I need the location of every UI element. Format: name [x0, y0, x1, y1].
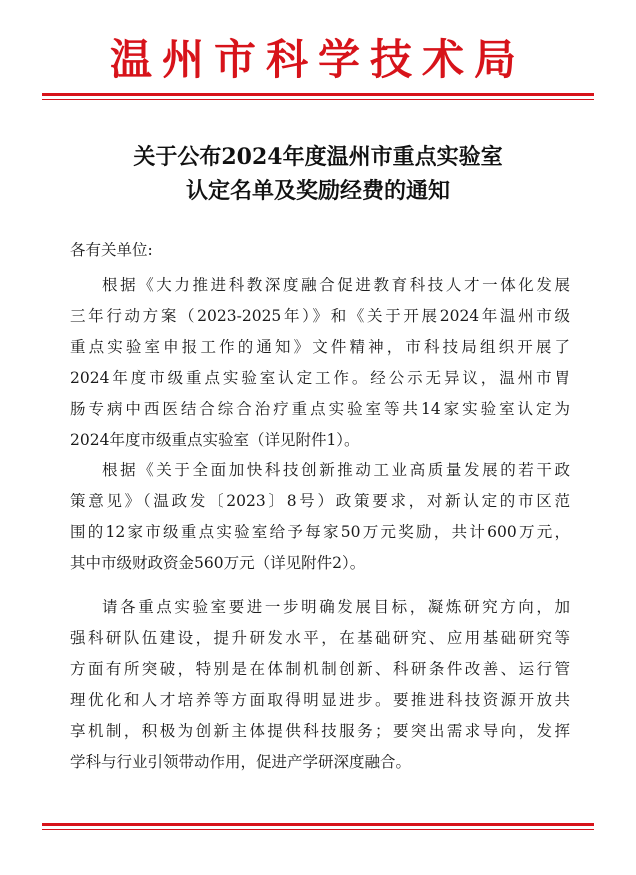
paragraph-line: 享机制，积极为创新主体提供科技服务；要突出需求导向，发挥 — [70, 722, 570, 740]
paragraph-line: 肠专病中西医结合综合治疗重点实验室等共14家实验室认定为 — [70, 400, 570, 418]
body-paragraph-2 — [70, 455, 570, 579]
salutation: 各有关单位: — [70, 241, 153, 259]
paragraph-line: 根据《大力推进科教深度融合促进教育科技人才一体化发展 — [102, 276, 570, 294]
document-title-line-2: 认定名单及奖励经费的通知 — [185, 178, 450, 204]
document-title — [0, 140, 636, 208]
paragraph-line: 围的12家市级重点实验室给予每家50万元奖励，共计600万元， — [70, 523, 570, 541]
paragraph-line: 学科与行业引领带动作用，促进产学研深度融合。 — [70, 753, 412, 771]
paragraph-line: 2024年度市级重点实验室认定工作。经公示无异议，温州市胃 — [70, 369, 570, 387]
issuing-authority-header: 温州市科学技术局 — [109, 35, 526, 84]
body-paragraph-1 — [70, 270, 570, 456]
paragraph-line: 其中市级财政资金560万元（详见附件2）。 — [70, 554, 366, 572]
document-title-line-1: 关于公布2024年度温州市重点实验室 — [133, 144, 503, 170]
paragraph-line: 2024年度市级重点实验室（详见附件1）。 — [70, 431, 360, 449]
paragraph-line: 三年行动方案（2023-2025年）》和《关于开展2024年温州市级 — [70, 307, 570, 325]
header-divider — [42, 93, 594, 100]
paragraph-line: 根据《关于全面加快科技创新推动工业高质量发展的若干政 — [102, 461, 570, 479]
body-paragraph-3 — [70, 592, 570, 778]
paragraph-line: 重点实验室申报工作的通知》文件精神，市科技局组织开展了 — [70, 338, 570, 356]
paragraph-line: 理优化和人才培养等方面取得明显进步。要推进科技资源开放共 — [70, 691, 570, 709]
paragraph-line: 强科研队伍建设，提升研发水平，在基础研究、应用基础研究等 — [70, 629, 570, 647]
paragraph-line: 策意见》（温政发〔2023〕8号）政策要求，对新认定的市区范 — [70, 492, 570, 510]
footer-divider — [42, 823, 594, 830]
paragraph-line: 请各重点实验室要进一步明确发展目标，凝炼研究方向，加 — [102, 598, 570, 616]
paragraph-line: 方面有所突破，特别是在体制机制创新、科研条件改善、运行管 — [70, 660, 570, 678]
